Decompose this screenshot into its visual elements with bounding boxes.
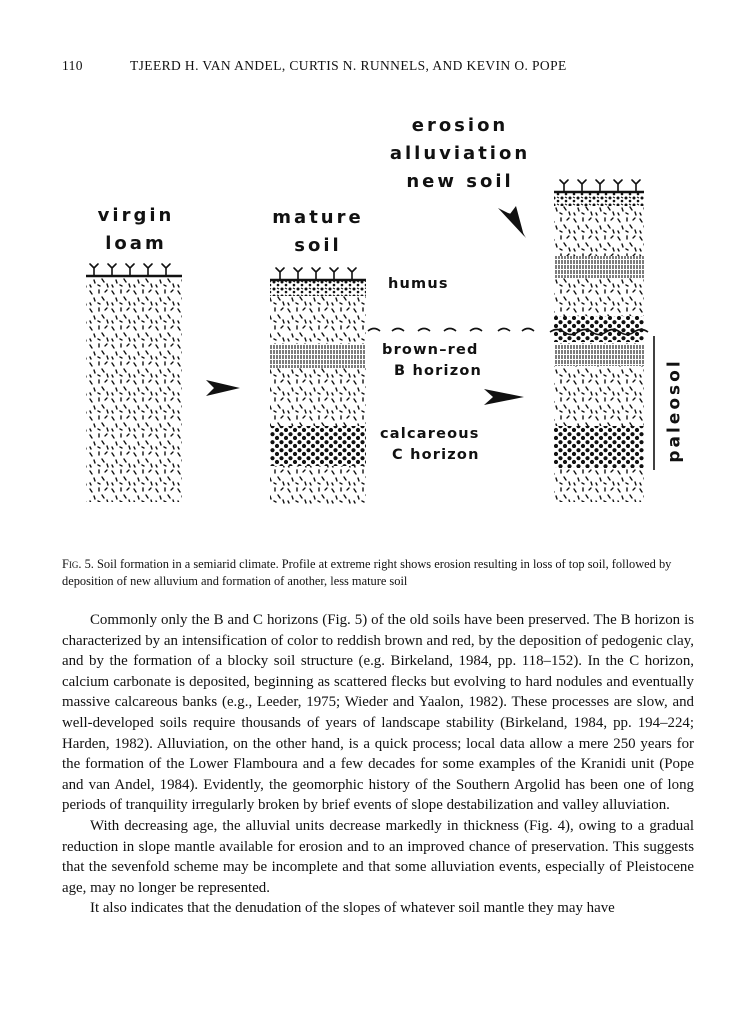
arrow-right-icon	[484, 389, 524, 405]
caption-prefix: Fig. 5.	[62, 557, 94, 571]
c-horizon-line1: calcareous	[380, 426, 480, 442]
c-horizon-label	[380, 424, 480, 466]
page-number: 110	[62, 58, 83, 73]
grass-icon	[276, 268, 356, 280]
b-horizon-line2: B horizon	[394, 363, 483, 379]
virgin-loam-column	[86, 264, 182, 502]
mature-label	[270, 204, 366, 260]
body-text	[62, 610, 694, 919]
paleosol-column	[550, 180, 648, 502]
c-horizon-line2: C horizon	[392, 447, 480, 463]
paragraph: Commonly only the B and C horizons (Fig. 5) of the old soils have been preserved. The B horizon is characterized by an intensification of color to reddish brown and red, by the deposition of pedogenic clay, and by the formation of a blocky soil structure (e.g. Birkeland, 1984, pp. 118–152). In the C horizon, calcium carbonate is deposited, beginning as scattered flecks but evolving to hard nodules and eventually massive calcareous banks (e.g., Leeder, 1975; Wieder and Yaalon, 1982). These processes are slow, and well-developed soils require thousands of years of landscape stability (Birkeland, 1984, pp. 194–224; Harden, 1982). Alluviation, on the other hand, is a quick process; local data allow a mere 250 years for the formation of the Lower Flamboura and a few decades for some examples of the Kranidi unit (Pope and van Andel, 1984). Evidently, the geomorphic history of the Southern Argolid has been one of long periods of tranquility irregularly broken by brief events of slope destabilization and valley alluviation.	[62, 612, 694, 814]
erosion-label-line1: erosion	[411, 115, 509, 136]
virgin-label-line1: virgin	[97, 205, 175, 226]
paleosol-label: paleosol	[664, 358, 685, 463]
virgin-label-line2: loam	[105, 233, 167, 254]
b-horizon-label	[382, 340, 482, 382]
humus-label: humus	[388, 276, 449, 292]
b-horizon-line1: brown–red	[382, 342, 479, 358]
paragraph: It also indicates that the denudation of the slopes of whatever soil mantle they may have	[90, 900, 615, 917]
caption-text: Soil formation in a semiarid climate. Profile at extreme right shows erosion resulting in loss of top soil, followed by deposition of new alluvium and formation of another, less mature soil	[62, 557, 672, 588]
virgin-label	[88, 202, 184, 258]
new-soil-label: new soil	[406, 171, 514, 192]
alluviation-label: alluviation	[389, 143, 531, 164]
grass-icon	[560, 180, 640, 192]
erosion-label	[380, 112, 540, 196]
erosion-surface-line	[368, 329, 534, 332]
mature-label-line1: mature	[272, 207, 364, 228]
arrow-right-icon	[206, 380, 240, 396]
mature-label-line2: soil	[294, 235, 342, 256]
mature-soil-column	[270, 268, 366, 504]
figure-caption	[62, 556, 694, 590]
author-names: TJEERD H. VAN ANDEL, CURTIS N. RUNNELS, AND KEVIN O. POPE	[130, 58, 567, 73]
grass-icon	[90, 264, 170, 276]
paragraph: With decreasing age, the alluvial units decrease markedly in thickness (Fig. 4), owing to a gradual reduction in slope mantle available for erosion and to an improved chance of preservation. This suggests that the sevenfold scheme may be incomplete and that some alluviation events, especially of Pleistocene age, may no longer be represented.	[62, 817, 694, 896]
